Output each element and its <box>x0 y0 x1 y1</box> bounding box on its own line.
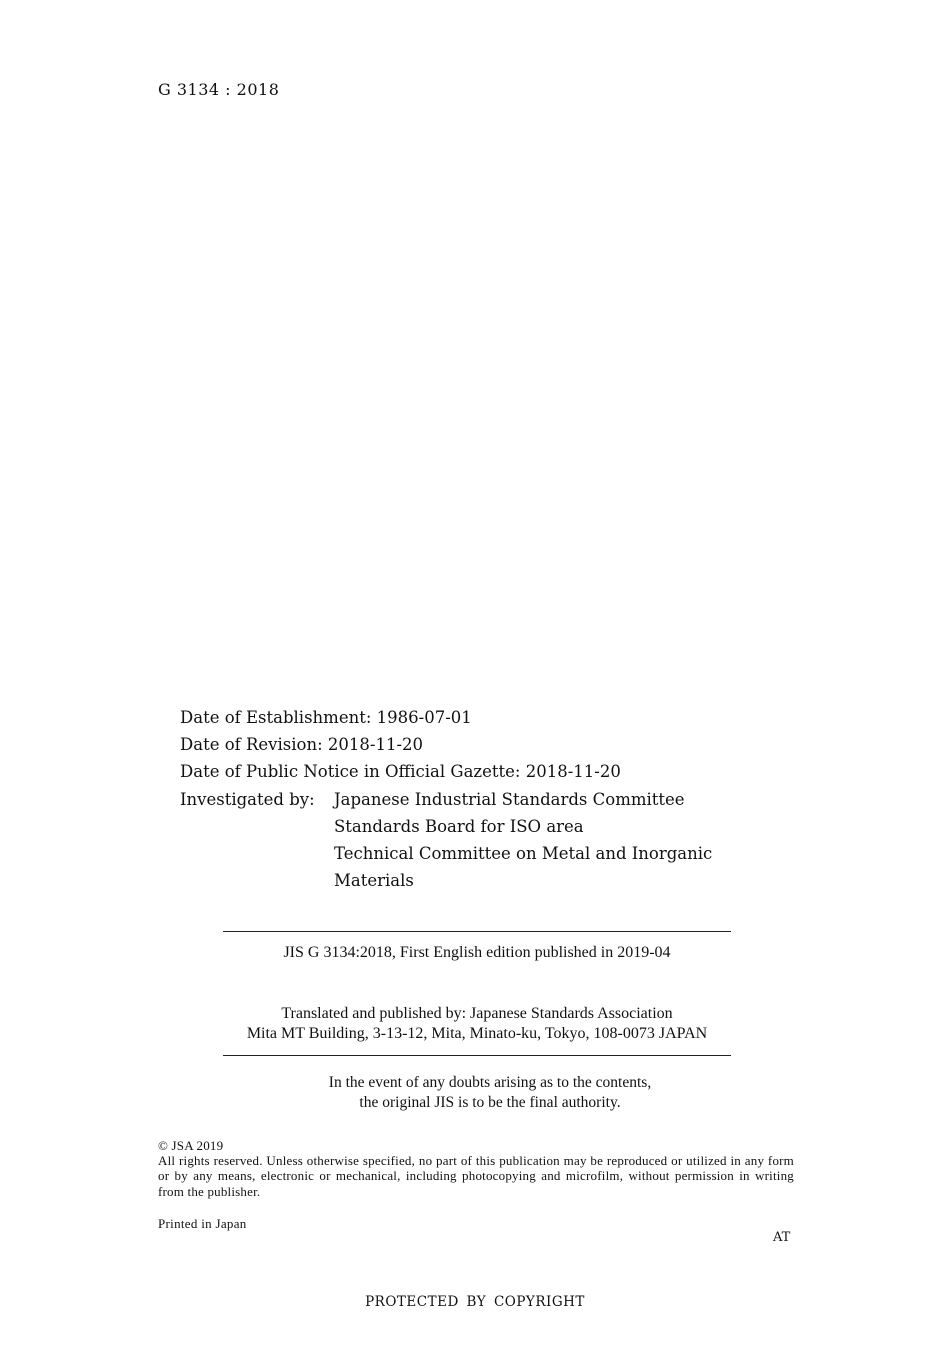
footer-code: AT <box>773 1230 791 1245</box>
copyright-notice: © JSA 2019 <box>158 1138 224 1153</box>
investigator-line: Materials <box>334 871 414 891</box>
publisher-address: Mita MT Building, 3-13-12, Mita, Minato-ku, Tokyo, 108-0073 JAPAN <box>246 1025 708 1042</box>
printed-in: Printed in Japan <box>158 1216 247 1231</box>
rights-statement: All rights reserved. Unless otherwise specified, no part of this publication may be reproduced or utilized in any form or by any means, electronic or mechanical, including photocopying and microfilm, without permission in writing from the publisher. <box>158 1153 794 1199</box>
investigator-line: Technical Committee on Metal and Inorganic <box>334 844 713 864</box>
authority-note <box>190 1073 790 1113</box>
divider-bottom <box>223 1055 731 1056</box>
date-of-public-notice: Date of Public Notice in Official Gazette: 2018-11-20 <box>180 762 621 782</box>
publisher-line: Translated and published by: Japanese Standards Association <box>281 1005 673 1022</box>
authority-note-line: In the event of any doubts arising as to the contents, <box>328 1074 652 1091</box>
investigated-by-row <box>180 786 712 895</box>
document-code: G 3134 : 2018 <box>158 80 280 99</box>
publisher-block <box>223 1004 731 1044</box>
authority-note-line: the original JIS is to be the final authority. <box>359 1094 621 1111</box>
edition-statement: JIS G 3134:2018, First English edition published in 2019-04 <box>283 944 671 961</box>
dates-block <box>180 704 712 894</box>
investigator-line: Japanese Industrial Standards Committee <box>334 789 685 809</box>
divider-top <box>223 931 731 932</box>
investigated-by-label: Investigated by: <box>180 789 315 809</box>
date-of-establishment: Date of Establishment: 1986-07-01 <box>180 708 472 727</box>
protected-notice: PROTECTED BY COPYRIGHT <box>365 1294 585 1310</box>
copyright-block <box>158 1138 794 1199</box>
date-of-revision: Date of Revision: 2018-11-20 <box>180 735 424 755</box>
investigator-line: Standards Board for ISO area <box>334 816 584 836</box>
investigated-by-list <box>334 786 712 895</box>
